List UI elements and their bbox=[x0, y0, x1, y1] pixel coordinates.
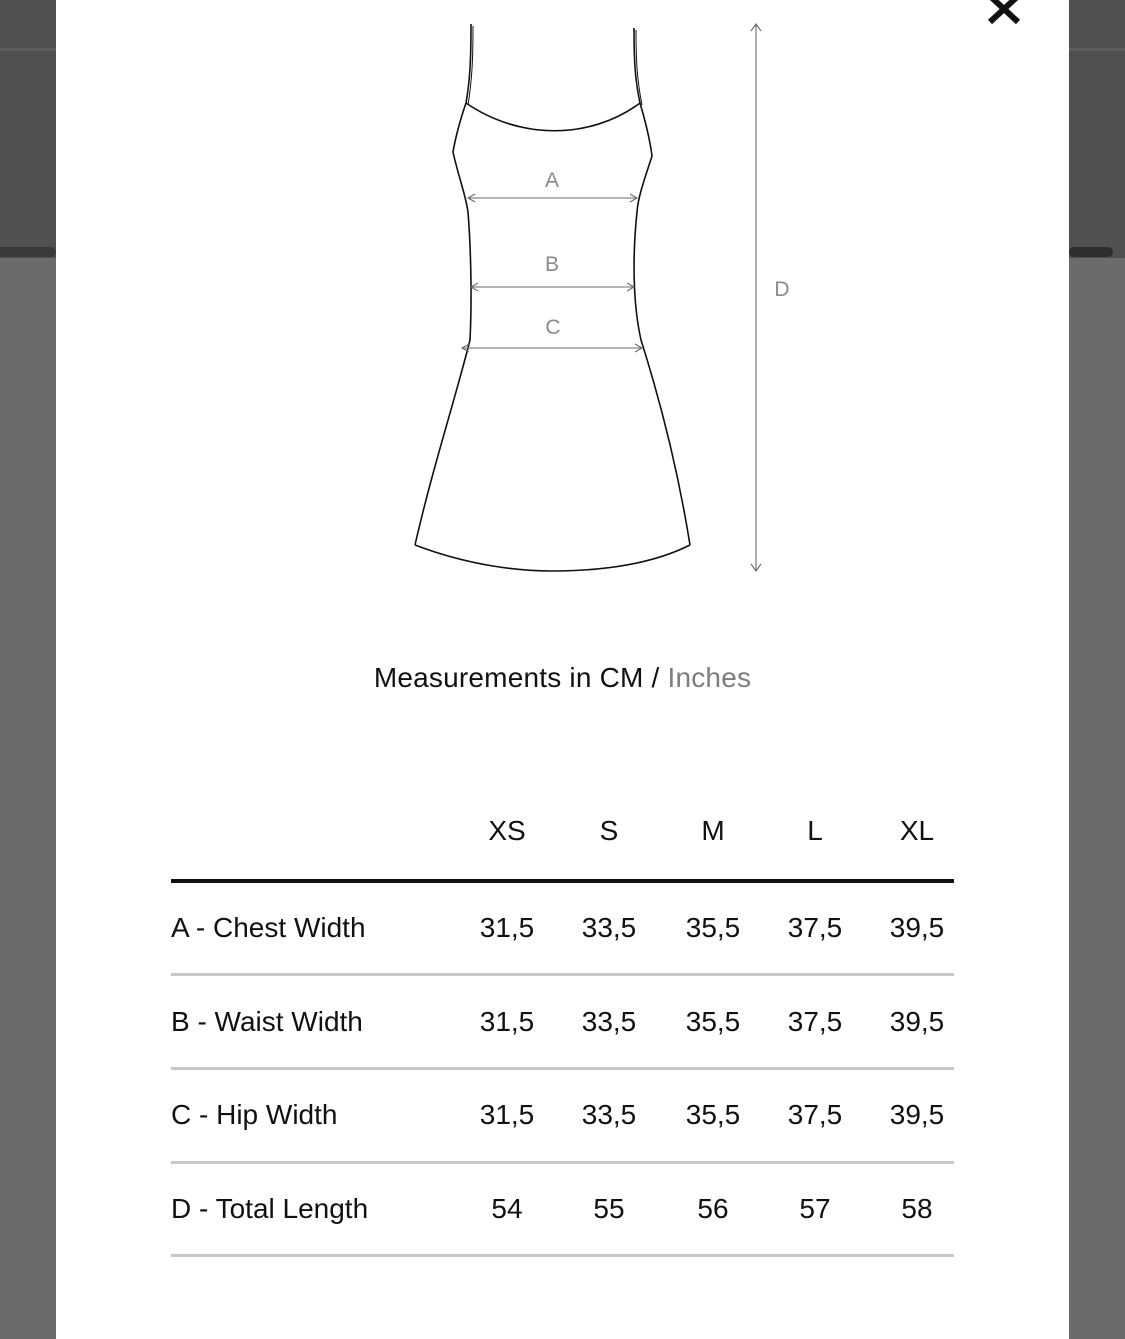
row-divider bbox=[171, 1067, 954, 1070]
row-label: B - Waist Width bbox=[171, 1006, 363, 1037]
row-label: C - Hip Width bbox=[171, 1099, 338, 1130]
background-handle-right bbox=[1069, 247, 1113, 257]
row-label: A - Chest Width bbox=[171, 912, 366, 943]
label-a: A bbox=[544, 169, 560, 192]
row-divider bbox=[171, 973, 954, 976]
cell-value: 39,5 bbox=[889, 912, 945, 943]
cell-value: 31,5 bbox=[479, 1099, 535, 1130]
size-xs: XS bbox=[488, 815, 526, 846]
table-row bbox=[0, 912, 1125, 952]
cell-value: 39,5 bbox=[889, 1099, 945, 1130]
label-d: D bbox=[774, 278, 790, 301]
cell-value: 33,5 bbox=[581, 1006, 637, 1037]
cell-value: 37,5 bbox=[787, 1099, 843, 1130]
unit-separator: / bbox=[651, 662, 660, 693]
label-c: C bbox=[545, 316, 561, 339]
cell-value: 33,5 bbox=[581, 1099, 637, 1130]
cell-value: 57 bbox=[799, 1193, 831, 1224]
cell-value: 35,5 bbox=[685, 1006, 741, 1037]
cell-value: 56 bbox=[697, 1193, 729, 1224]
cell-value: 35,5 bbox=[685, 912, 741, 943]
cell-value: 31,5 bbox=[479, 1006, 535, 1037]
table-row bbox=[0, 1099, 1125, 1139]
cell-value: 54 bbox=[491, 1193, 523, 1224]
size-xl: XL bbox=[899, 815, 935, 846]
size-m: M bbox=[701, 815, 725, 846]
cell-value: 33,5 bbox=[581, 912, 637, 943]
cell-value: 55 bbox=[593, 1193, 625, 1224]
row-divider bbox=[171, 1254, 954, 1257]
table-row bbox=[0, 1193, 1125, 1233]
cell-value: 35,5 bbox=[685, 1099, 741, 1130]
label-b: B bbox=[544, 253, 560, 276]
unit-inches[interactable]: Inches bbox=[667, 662, 752, 693]
cell-value: 37,5 bbox=[787, 912, 843, 943]
close-icon[interactable] bbox=[984, 0, 1024, 24]
cell-value: 39,5 bbox=[889, 1006, 945, 1037]
size-header-row bbox=[0, 815, 1125, 855]
cell-value: 37,5 bbox=[787, 1006, 843, 1037]
unit-cm[interactable]: Measurements in CM bbox=[373, 662, 644, 693]
table-row bbox=[0, 1006, 1125, 1046]
table-header-divider bbox=[171, 879, 954, 883]
background-handle-left bbox=[0, 247, 56, 257]
measurement-units bbox=[0, 662, 1125, 694]
row-label: D - Total Length bbox=[171, 1193, 369, 1224]
cell-value: 31,5 bbox=[479, 912, 535, 943]
size-l: L bbox=[807, 815, 823, 846]
cell-value: 58 bbox=[901, 1193, 933, 1224]
row-divider bbox=[171, 1161, 954, 1164]
size-s: S bbox=[599, 815, 619, 846]
